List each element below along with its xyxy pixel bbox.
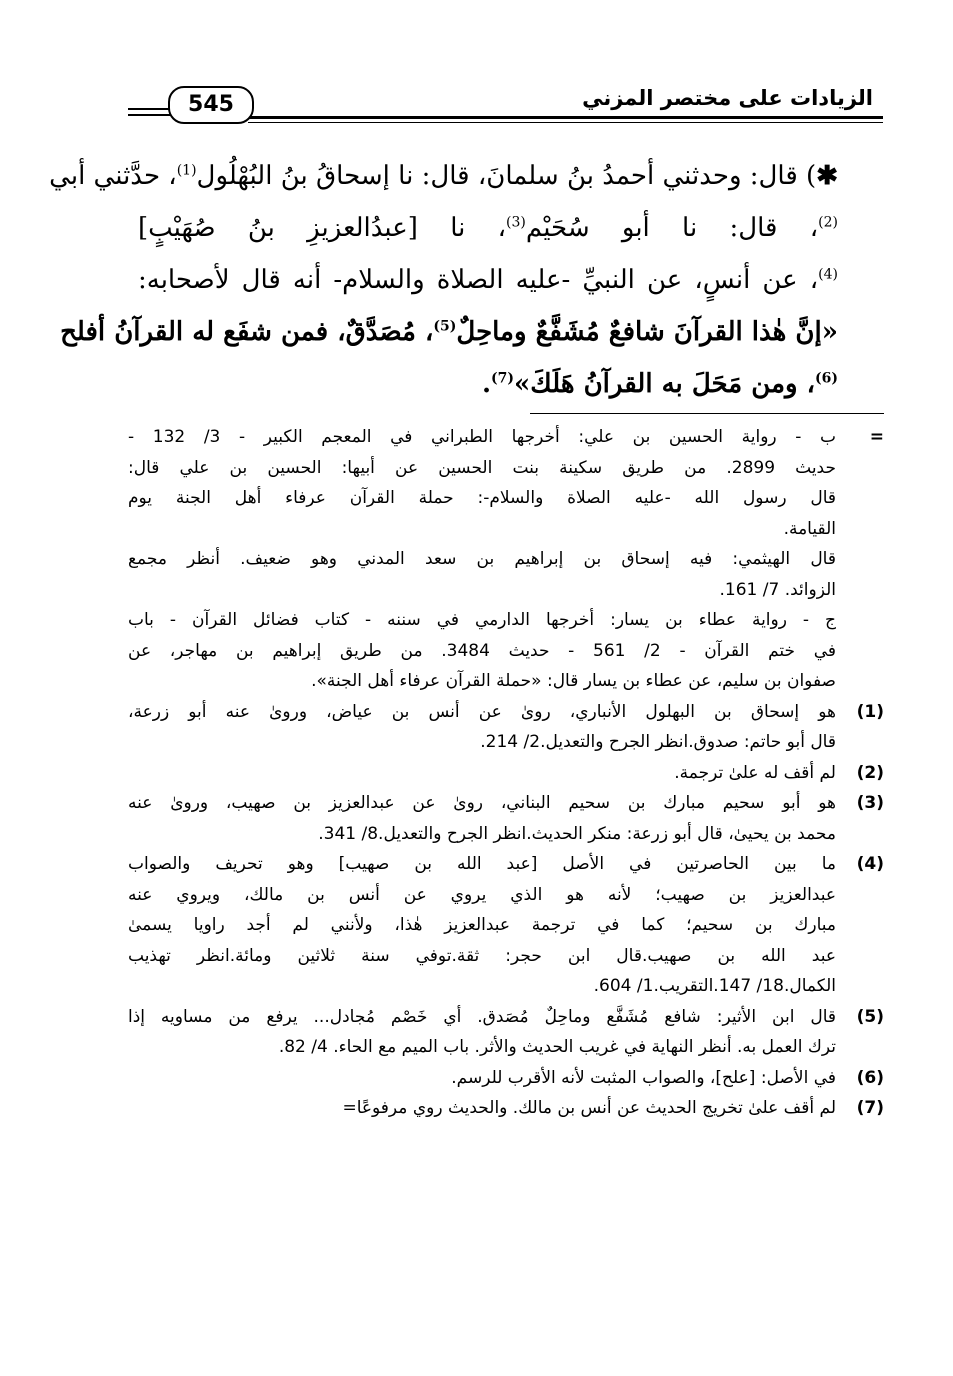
main-line: ✱) قال: وحدثني أحمدُ بنُ سلمانَ، قال: نا إسحاقُ بنُ البُهْلُول$^{(1)}$، حدَّثني أبي: [49, 161, 838, 191]
footnote-3: [128, 788, 884, 849]
footnote-line: الكمال.18/ 147.التقريب.1/ 604.: [593, 976, 836, 996]
footnote-line: قال ابن الأثير: شافع مُشَفَّع وماحِلٌ مُصَدق. أي خَصْم مُجادل... يرفع من مساويه إذا: [128, 1006, 836, 1027]
footnote-line: هو إسحاق بن البهلول الأنباري، روىٰ عن أنس بن عياض، وروىٰ عنه أبو زرعة،: [128, 701, 836, 722]
footnote-line: صفوان بن سليم، عن عطاء بن يسار قال: «حملة القرآن عرفاء أهل الجنة».: [311, 671, 836, 691]
main-line: [138, 254, 838, 306]
footnote-divider: [530, 413, 884, 414]
footnote-text: [128, 788, 836, 849]
footnote-line: ما بين الحاصرتين في الأصل [عبد الله بن صهيب] وهو تحريف والصواب: [128, 854, 836, 874]
footnote-line: القيامة.: [783, 518, 836, 539]
footnote-line: عبد الله بن صهيب.قال ابن حجر: ثقة.توفي سنة ثلاثين ومائة.انظر تهذيب: [128, 945, 836, 966]
main-text-segment: ، حدَّثني أبي: [49, 161, 177, 191]
star-icon: ✱: [816, 161, 838, 191]
footnote-line: ترك العمل به. أنظر النهاية في غريب الحديث والأثر. باب الميم مع الحاء. 4/ 82.: [278, 1037, 836, 1057]
main-line: [60, 306, 838, 358]
footnote-text: [128, 1093, 836, 1124]
footnote-line: قال رسول الله -عليه الصلاة والسلام-: حملة القرآن عرفاء أهل الجنة يوم: [128, 488, 836, 508]
footnote-text: [128, 1063, 836, 1094]
footnote-line: في ختم القرآن - 2/ 561 - حديث 3484. من طريق إبراهيم بن مهاجر، عن: [128, 640, 837, 661]
footnote-number: (1): [856, 701, 884, 722]
footnote-line: الزوائد. 7/ 161.: [719, 579, 836, 600]
footnote-line: هو أبو سحيم مبارك بن سحيم البناني، روىٰ عن عبدالعزيز بن صهيب، وروىٰ عنه: [128, 793, 836, 813]
footnote-ref: (1): [176, 162, 197, 179]
main-line: [138, 358, 838, 410]
footnote-line: لم أقف له علىٰ ترجمة.: [674, 762, 836, 783]
footnote-number: (3): [856, 793, 884, 813]
hadith-text: «إنَّ هٰذا القرآنَ شافعٌ مُشَفَّعٌ وماحِلٌ: [456, 317, 838, 347]
footnote-ref: (2): [818, 214, 839, 231]
hadith-text: ، مُصَدَّقٌ، فمن شفَع له القرآنُ أفلح: [60, 317, 434, 347]
footnote-number: (6): [856, 1067, 884, 1088]
footnote-line: قال الهيثمي: فيه إسحاق بن إبراهيم بن سعد المدني وهو ضعيف. أنظر مجمع: [128, 549, 836, 569]
footnotes: [128, 422, 884, 1124]
main-text-segment: ، قال: نا أبو سُحَيْم: [525, 213, 819, 243]
footnote-text: [128, 697, 836, 758]
footnote-number: (5): [856, 1006, 884, 1027]
header-rule-left-second: [128, 114, 172, 116]
footnote-4: [128, 849, 884, 1002]
footnote-number: (7): [856, 1098, 884, 1118]
footnote-6: [128, 1063, 884, 1094]
footnote-ref: (5): [433, 318, 457, 335]
page-number: 545: [168, 86, 254, 124]
footnote-5: [128, 1002, 884, 1063]
main-text: [49, 150, 839, 410]
footnote-text: [128, 422, 836, 697]
footnote-line: حديث 2899. من طريق سكينة بنت الحسين عن أبيها: الحسين بن علي قال:: [128, 457, 836, 478]
footnote-line: عبدالعزيز بن صهيب؛ لأنه هو الذي يروي عن أنس بن مالك، ويروي عنه: [128, 884, 836, 905]
footnote-text: [128, 1002, 836, 1063]
footnote-line: ب - رواية الحسين بن علي: أخرجها الطبراني في المعجم الكبير - 3/ 132 -: [128, 427, 836, 447]
footnote-7: [128, 1093, 884, 1124]
footnote-number: (2): [856, 762, 884, 783]
footnote-line: قال أبو حاتم: صدوق.انظر الجرح والتعديل.2/ 214.: [480, 732, 836, 752]
main-text-segment: .: [481, 369, 492, 399]
footnote-ref: (6): [815, 370, 838, 387]
footnote-line: لم أقف علىٰ تخريج الحديث عن أنس بن مالك. والحديث روي مرفوعًا=: [342, 1098, 836, 1118]
footnote-line: مبارك بن سحيم؛ كما في ترجمة عبدالعزيز هٰذا، ولأنني لم أجد راويا يسمىٰ: [128, 915, 836, 935]
footnote-continuation: [128, 422, 884, 697]
header-rule: [248, 116, 883, 119]
main-text-segment: قال: وحدثني أحمدُ بنُ سلمانَ، قال: نا إسحاقُ بنُ البُهْلُول: [196, 161, 798, 191]
footnote-ref: (7): [491, 370, 515, 387]
hadith-text: ، ومن مَحَلَ به القرآنُ هَلَكَ»: [514, 369, 815, 399]
footnote-number: (4): [856, 854, 884, 874]
footnote-text: [128, 849, 836, 1002]
running-title: الزيادات على مختصر المزني: [582, 86, 873, 110]
main-text-segment: ، عن أنسٍ، عن النبيِّ -عليه الصلاة والسلام- أنه قال لأصحابه:: [138, 265, 819, 295]
main-text-segment: ، نا [عبدُالعزيزِ بنُ صُهَيْبٍ]: [138, 213, 507, 243]
footnote-text: [128, 758, 836, 789]
header-rule-left: [128, 108, 172, 110]
footnote-line: في الأصل: [علح]، والصواب المثبت لأنه الأقرب للرسم.: [451, 1067, 836, 1088]
footnote-line: ج - رواية عطاء بن يسار: أخرجها الدارمي في سننه - كتاب فضائل القرآن - باب: [128, 610, 836, 630]
footnote-2: [128, 758, 884, 789]
footnote-ref: (4): [818, 266, 838, 283]
footnote-1: [128, 697, 884, 758]
page-header: [128, 80, 883, 130]
footnote-ref: (3): [506, 214, 526, 231]
continuation-mark: =: [869, 427, 884, 447]
footnote-line: محمد بن يحيىٰ، قال أبو زرعة: منكر الحديث.انظر الجرح والتعديل.8/ 341.: [318, 823, 836, 844]
main-line: [138, 202, 838, 254]
header-rule-thin: [248, 122, 883, 123]
